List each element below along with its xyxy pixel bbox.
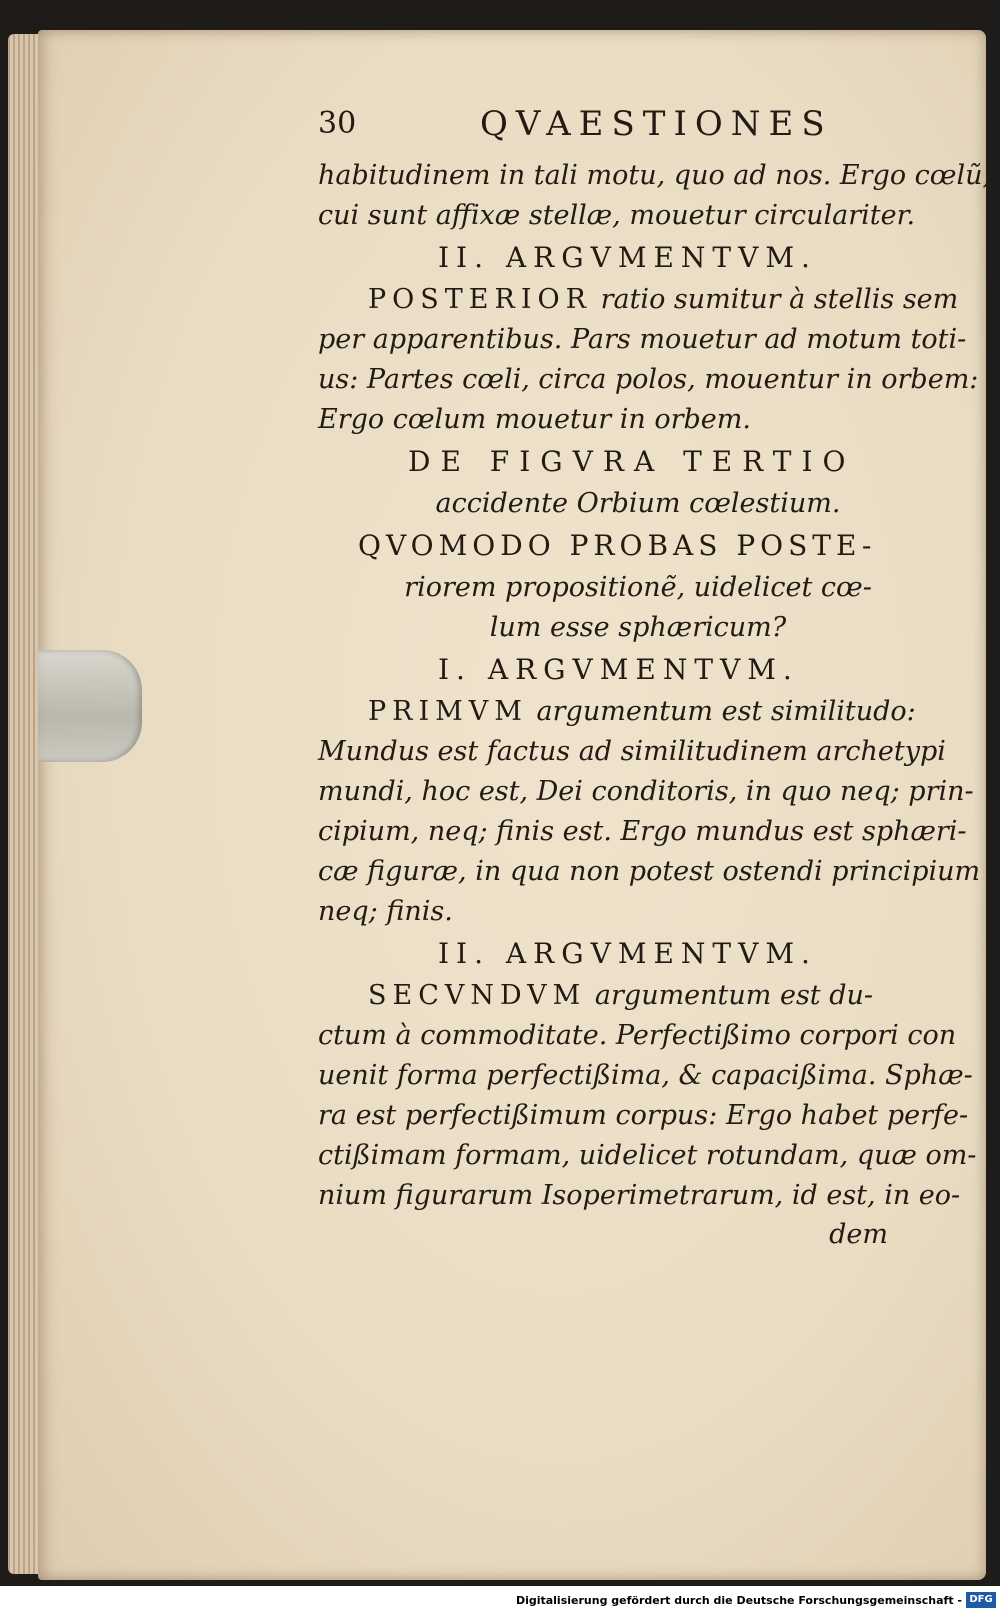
dfg-logo: DFG xyxy=(966,1592,996,1608)
initial-word: SECVNDVM xyxy=(368,980,587,1011)
chapter-subheading: accidente Orbium cœlestium. xyxy=(435,488,841,519)
folio-number: 30 xyxy=(318,106,357,141)
initial-word: POSTERIOR xyxy=(368,284,592,315)
text-line: us: Partes cœli, circa polos, mouentur in orbem: xyxy=(318,364,979,395)
page-header xyxy=(318,100,958,156)
initial-word: PRIMVM xyxy=(368,696,528,727)
question-line: lum esse sphæricum? xyxy=(489,612,787,643)
question-line: riorem propositionẽ, uidelicet cœ- xyxy=(404,572,872,603)
funding-credit: Digitalisierung gefördert durch die Deutsche Forschungsgemeinschaft - xyxy=(515,1594,962,1607)
text-line: ra est perfectißimum corpus: Ergo habet perfe- xyxy=(318,1100,969,1131)
text-line xyxy=(318,280,958,320)
footer-bar xyxy=(0,1586,1000,1611)
text-span: argumentum est similitudo: xyxy=(536,696,916,727)
section-heading: II. ARGVMENTVM. xyxy=(438,937,817,970)
chapter-heading: DE FIGVRA TERTIO xyxy=(408,445,856,478)
text-line: Ergo cœlum mouetur in orbem. xyxy=(318,404,751,435)
text-line: cipium, neq; finis est. Ergo mundus est sphæri- xyxy=(318,816,967,847)
section-heading: I. ARGVMENTVM. xyxy=(438,653,799,686)
question-heading: QVOMODO PROBAS POSTE- xyxy=(358,529,877,562)
section-heading: II. ARGVMENTVM. xyxy=(438,241,817,274)
text-line: cæ figuræ, in qua non potest ostendi principium xyxy=(318,856,981,887)
page-text xyxy=(318,100,992,1254)
text-line: ctum à commoditate. Perfectißimo corpori con xyxy=(318,1020,957,1051)
catchword: dem xyxy=(829,1219,888,1250)
text-line: nium figurarum Isoperimetrarum, id est, in eo- xyxy=(318,1180,961,1211)
text-line xyxy=(318,692,958,732)
text-line: mundi, hoc est, Dei conditoris, in quo neq; prin- xyxy=(318,776,974,807)
text-line: per apparentibus. Pars mouetur ad motum toti- xyxy=(318,324,967,355)
text-line: cui sunt affixæ stellæ, mouetur circulariter. xyxy=(318,200,916,231)
text-line: neq; finis. xyxy=(318,896,453,927)
text-line: habitudinem in tali motu, quo ad nos. Ergo cœlũ, xyxy=(318,160,992,191)
text-line: Mundus est factus ad similitudinem archetypi xyxy=(318,736,946,767)
text-span: ratio sumitur à stellis sem xyxy=(600,284,959,315)
text-line xyxy=(318,976,958,1016)
text-span: argumentum est du- xyxy=(594,980,874,1011)
running-title: QVAESTIONES xyxy=(480,104,833,144)
page-clip xyxy=(38,650,142,762)
text-line: uenit forma perfectißima, & capacißima. Sphæ- xyxy=(318,1060,973,1091)
text-line: ctißimam formam, uidelicet rotundam, quæ om- xyxy=(318,1140,977,1171)
